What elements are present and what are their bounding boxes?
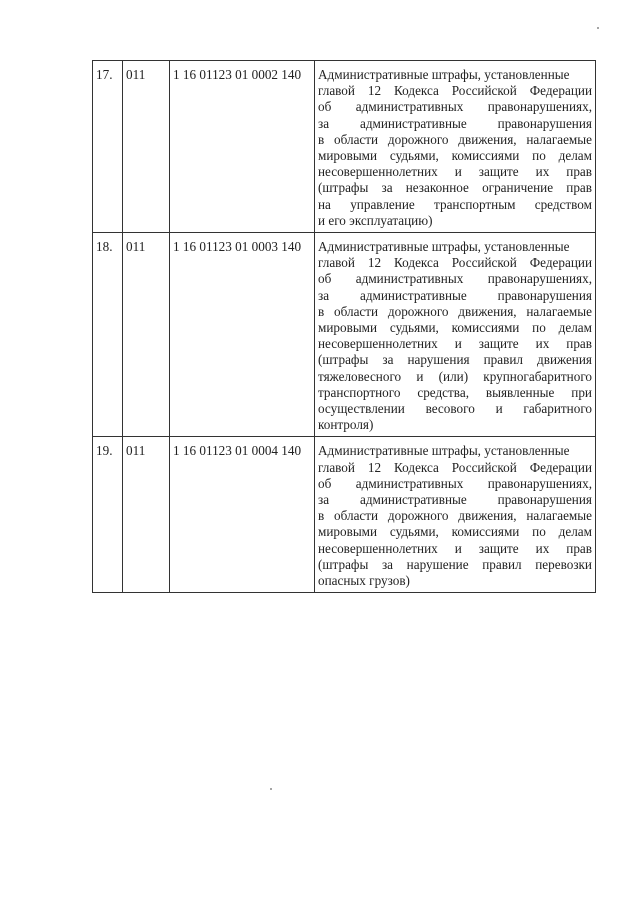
description-line: главой 12 Кодекса Российской Федерации <box>318 459 592 475</box>
description-line: (штрафы за нарушение правил перевозки <box>318 556 592 572</box>
row-number: 18. <box>93 233 123 437</box>
description-line: тяжеловесного и (или) крупногабаритного <box>318 368 592 384</box>
description-line: в области дорожного движения, налагаемые <box>318 508 592 524</box>
description-line: в области дорожного движения, налагаемые <box>318 131 592 147</box>
admin-code: 011 <box>123 61 170 233</box>
description-line: контроля) <box>318 417 374 433</box>
description-line: главой 12 Кодекса Российской Федерации <box>318 83 592 99</box>
kbk-code: 1 16 01123 01 0004 140 <box>170 437 315 593</box>
description-line: за административные правонарушения <box>318 115 592 131</box>
description-line: об административных правонарушениях, <box>318 475 592 491</box>
fine-description <box>315 233 596 437</box>
description-line: мировыми судьями, комиссиями по делам <box>318 320 592 336</box>
description-line: опасных грузов) <box>318 573 410 589</box>
description-line: об административных правонарушениях, <box>318 271 592 287</box>
admin-code: 011 <box>123 437 170 593</box>
scan-speck <box>597 27 599 29</box>
table-row <box>93 233 596 437</box>
row-number: 17. <box>93 61 123 233</box>
description-line: за административные правонарушения <box>318 492 592 508</box>
admin-code: 011 <box>123 233 170 437</box>
description-line: мировыми судьями, комиссиями по делам <box>318 148 592 164</box>
table-row <box>93 61 596 233</box>
kbk-code: 1 16 01123 01 0003 140 <box>170 233 315 437</box>
description-line: и его эксплуатацию) <box>318 212 433 228</box>
description-line: осуществлении весового и габаритного <box>318 401 592 417</box>
row-number: 19. <box>93 437 123 593</box>
description-line: на управление транспортным средством <box>318 196 592 212</box>
description-line: несовершеннолетних и защите их прав <box>318 164 592 180</box>
description-line: несовершеннолетних и защите их прав <box>318 336 592 352</box>
description-line: несовершеннолетних и защите их прав <box>318 540 592 556</box>
description-line: (штрафы за нарушения правил движения <box>318 352 592 368</box>
description-line: Административные штрафы, установленные <box>318 239 570 255</box>
description-line: (штрафы за незаконное ограничение прав <box>318 180 592 196</box>
fines-table-body <box>93 61 596 593</box>
fine-description <box>315 61 596 233</box>
description-line: Административные штрафы, установленные <box>318 443 570 459</box>
description-line: главой 12 Кодекса Российской Федерации <box>318 255 592 271</box>
description-line: мировыми судьями, комиссиями по делам <box>318 524 592 540</box>
table-row <box>93 437 596 593</box>
fines-table <box>92 60 596 593</box>
kbk-code: 1 16 01123 01 0002 140 <box>170 61 315 233</box>
description-line: Административные штрафы, установленные <box>318 67 570 82</box>
description-line: транспортного средства, выявленные при <box>318 384 592 400</box>
description-line: об административных правонарушениях, <box>318 99 592 115</box>
description-line: в области дорожного движения, налагаемые <box>318 303 592 319</box>
fine-description <box>315 437 596 593</box>
scan-speck <box>270 788 272 790</box>
description-line: за административные правонарушения <box>318 287 592 303</box>
